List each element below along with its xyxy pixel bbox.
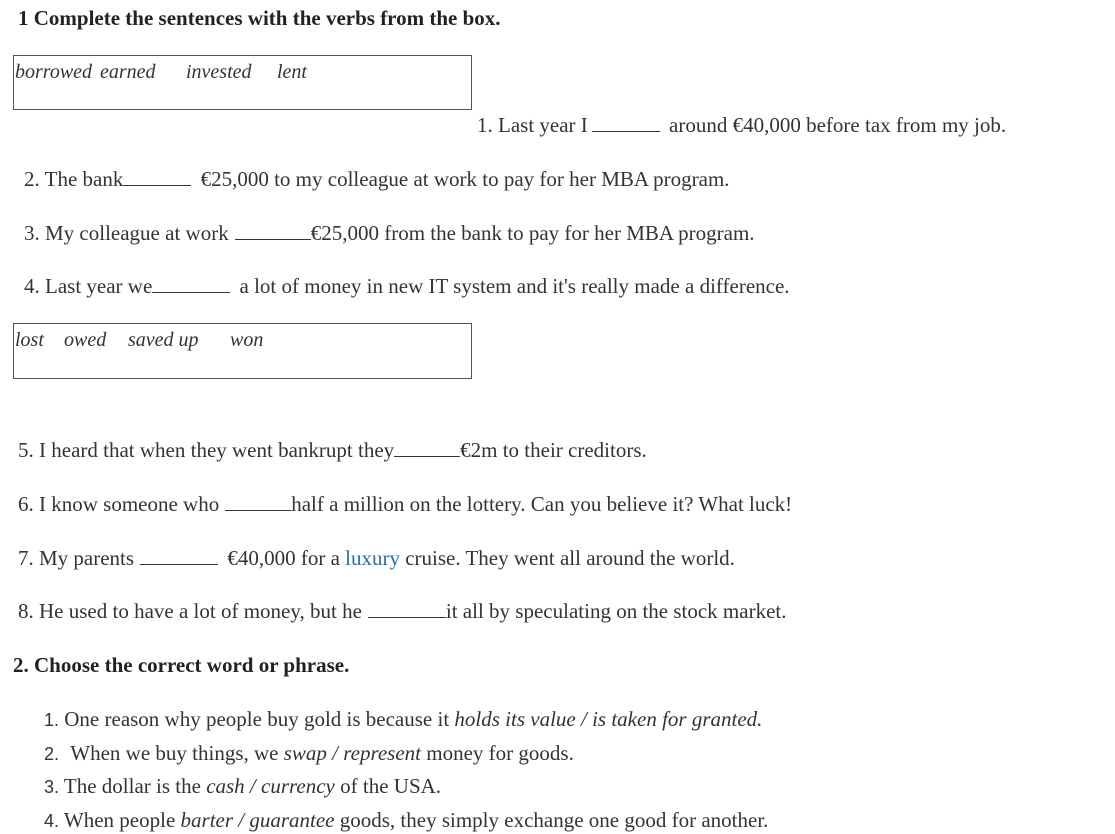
exercise-1-title: 1 Complete the sentences with the verbs from the box. (18, 6, 501, 30)
word-box-2-word: lost (15, 329, 44, 351)
choice-sentence-3: 3. The dollar is the cash / currency of the USA. (44, 774, 442, 798)
word-box-2-word: saved up (128, 329, 199, 351)
exercise-2-title: 2. Choose the correct word or phrase. (13, 653, 350, 677)
choice-options[interactable]: barter / guarantee (180, 808, 335, 832)
answer-blank[interactable] (368, 599, 446, 618)
word-box-1-word: lent (277, 61, 307, 83)
sentence-2: 2. The bank €25,000 to my colleague at work to pay for her MBA program. (24, 167, 730, 191)
choice-sentence-1: 1. One reason why people buy gold is because it holds its value / is taken for granted. (44, 707, 763, 731)
sentence-1: 1. Last year I around €40,000 before tax from my job. (477, 113, 1007, 137)
choice-options[interactable]: swap / represent (283, 741, 422, 765)
word-box-2-word: owed (64, 329, 107, 351)
answer-blank[interactable] (123, 167, 191, 186)
answer-blank[interactable] (140, 546, 218, 565)
answer-blank[interactable] (394, 438, 460, 457)
answer-blank[interactable] (592, 113, 660, 132)
word-box-1-word: earned (100, 61, 156, 83)
choice-options[interactable]: holds its value / is taken for granted. (454, 707, 763, 731)
sentence-3: 3. My colleague at work €25,000 from the bank to pay for her MBA program. (24, 221, 755, 245)
luxury-link[interactable]: luxury (345, 546, 400, 570)
answer-blank[interactable] (225, 492, 291, 511)
sentence-8: 8. He used to have a lot of money, but he it all by speculating on the stock market. (18, 599, 787, 623)
word-box-1 (13, 55, 472, 110)
sentence-7: 7. My parents €40,000 for a luxury cruise. They went all around the world. (18, 546, 735, 570)
sentence-4: 4. Last year we a lot of money in new IT system and it's really made a difference. (24, 274, 790, 298)
choice-sentence-2: 2. When we buy things, we swap / represent money for goods. (44, 741, 574, 765)
choice-sentence-4: 4. When people barter / guarantee goods, they simply exchange one good for another. (44, 808, 769, 832)
word-box-2-word: won (230, 329, 264, 351)
answer-blank[interactable] (235, 221, 311, 240)
sentence-6: 6. I know someone who half a million on the lottery. Can you believe it? What luck! (18, 492, 793, 516)
sentence-5: 5. I heard that when they went bankrupt they €2m to their creditors. (18, 438, 647, 462)
word-box-1-word: borrowed (15, 61, 93, 83)
answer-blank[interactable] (152, 274, 230, 293)
word-box-1-word: invested (186, 61, 252, 83)
choice-options[interactable]: cash / currency (206, 774, 335, 798)
word-box-2 (13, 323, 472, 379)
